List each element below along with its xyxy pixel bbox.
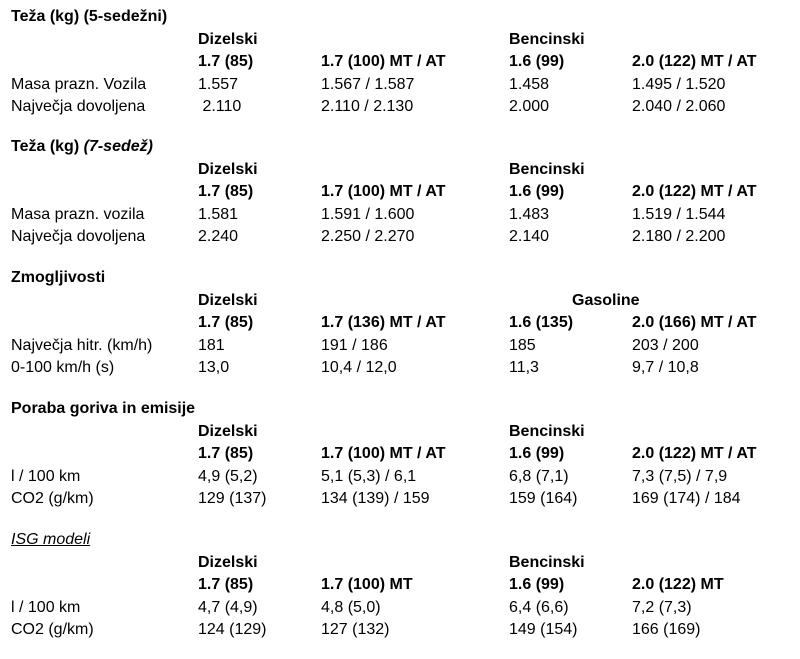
table-row [0, 357, 800, 379]
column-header: 1.7 (85) [198, 53, 254, 70]
group-label-diesel: Dizelski [198, 554, 258, 571]
section-title [11, 136, 153, 158]
cell-value: 2.110 / 2.130 [321, 98, 414, 115]
column-header: 1.6 (99) [509, 445, 565, 462]
cell-value: 1.519 / 1.544 [632, 206, 726, 223]
table-row [0, 204, 800, 226]
row-label: l / 100 km [11, 599, 81, 616]
table-row [0, 74, 800, 96]
group-label-diesel: Dizelski [198, 31, 258, 48]
cell-value: 4,8 (5,0) [321, 599, 381, 616]
cell-value: 159 (164) [509, 490, 578, 507]
section-title: Poraba goriva in emisije [11, 400, 196, 417]
table-row [0, 619, 800, 641]
row-label: Masa prazn. Vozila [11, 76, 147, 93]
row-label: Največja hitr. (km/h) [11, 337, 153, 354]
column-header: 1.7 (85) [198, 314, 254, 331]
cell-value: 6,4 (6,6) [509, 599, 569, 616]
column-header: 2.0 (122) MT / AT [632, 53, 757, 70]
section-title-italic: (7-sedež) [83, 138, 153, 155]
cell-value: 169 (174) / 184 [632, 490, 741, 507]
column-header: 1.7 (100) MT / AT [321, 183, 446, 200]
cell-value: 1.557 [198, 76, 239, 93]
cell-value: 2.140 [509, 228, 550, 245]
cell-value: 7,3 (7,5) / 7,9 [632, 468, 728, 485]
cell-value: 191 / 186 [321, 337, 388, 354]
row-label: Največja dovoljena [11, 228, 146, 245]
column-header: 1.7 (136) MT / AT [321, 314, 446, 331]
column-header: 1.7 (100) MT [321, 576, 413, 593]
row-label: Največja dovoljena [11, 98, 146, 115]
table-row [0, 466, 800, 488]
table-row [0, 335, 800, 357]
group-label-diesel: Dizelski [198, 161, 258, 178]
cell-value: 1.591 / 1.600 [321, 206, 415, 223]
cell-value: 134 (139) / 159 [321, 490, 430, 507]
cell-value: 2.250 / 2.270 [321, 228, 415, 245]
section-title: Zmogljivosti [11, 269, 106, 286]
cell-value: 1.458 [509, 76, 550, 93]
group-label-gasoline: Gasoline [572, 292, 640, 309]
group-label-petrol: Bencinski [509, 554, 585, 571]
table-row [0, 226, 800, 248]
cell-value: 2.240 [198, 228, 239, 245]
cell-value: 6,8 (7,1) [509, 468, 569, 485]
cell-value: 7,2 (7,3) [632, 599, 692, 616]
section-weight-7-seat [0, 136, 800, 266]
row-label: CO2 (g/km) [11, 621, 94, 638]
row-label: l / 100 km [11, 468, 81, 485]
column-header: 2.0 (122) MT / AT [632, 183, 757, 200]
section-title: Teža (kg) (5-sedežni) [11, 8, 168, 25]
cell-value: 1.495 / 1.520 [632, 76, 726, 93]
column-header: 2.0 (122) MT / AT [632, 445, 757, 462]
section-title-main: Teža (kg) [11, 138, 84, 155]
section-isg-models [0, 529, 800, 659]
cell-value: 4,9 (5,2) [198, 468, 258, 485]
group-label-petrol: Bencinski [509, 31, 585, 48]
row-label: Masa prazn. vozila [11, 206, 145, 223]
section-title: ISG modeli [11, 531, 91, 548]
column-header: 2.0 (122) MT [632, 576, 724, 593]
cell-value: 1.567 / 1.587 [321, 76, 415, 93]
cell-value: 181 [198, 337, 225, 354]
cell-value: 2.180 / 2.200 [632, 228, 726, 245]
group-label-diesel: Dizelski [198, 292, 258, 309]
column-header: 1.7 (85) [198, 445, 254, 462]
cell-value: 166 (169) [632, 621, 701, 638]
cell-value: 185 [509, 337, 536, 354]
row-label: CO2 (g/km) [11, 490, 94, 507]
cell-value: 2.110 [198, 98, 242, 115]
column-header: 1.7 (85) [198, 183, 254, 200]
table-row [0, 96, 800, 118]
cell-value: 9,7 / 10,8 [632, 359, 699, 376]
cell-value: 129 (137) [198, 490, 267, 507]
column-header: 1.7 (85) [198, 576, 254, 593]
table-row [0, 488, 800, 510]
cell-value: 203 / 200 [632, 337, 699, 354]
row-label: 0-100 km/h (s) [11, 359, 115, 376]
cell-value: 2.000 [509, 98, 550, 115]
column-header: 1.6 (99) [509, 53, 565, 70]
section-fuel-emissions [0, 398, 800, 528]
section-performance [0, 267, 800, 397]
cell-value: 124 (129) [198, 621, 267, 638]
cell-value: 4,7 (4,9) [198, 599, 258, 616]
cell-value: 5,1 (5,3) / 6,1 [321, 468, 417, 485]
column-header: 2.0 (166) MT / AT [632, 314, 757, 331]
column-header: 1.6 (135) [509, 314, 574, 331]
cell-value: 2.040 / 2.060 [632, 98, 726, 115]
cell-value: 1.581 [198, 206, 239, 223]
cell-value: 10,4 / 12,0 [321, 359, 397, 376]
group-label-petrol: Bencinski [509, 423, 585, 440]
cell-value: 13,0 [198, 359, 230, 376]
column-header: 1.6 (99) [509, 576, 565, 593]
column-header: 1.7 (100) MT / AT [321, 445, 446, 462]
column-header: 1.6 (99) [509, 183, 565, 200]
table-row [0, 597, 800, 619]
cell-value: 11,3 [509, 359, 539, 376]
column-header: 1.7 (100) MT / AT [321, 53, 446, 70]
cell-value: 1.483 [509, 206, 550, 223]
group-label-petrol: Bencinski [509, 161, 585, 178]
cell-value: 127 (132) [321, 621, 390, 638]
section-weight-5-seat [0, 6, 800, 136]
cell-value: 149 (154) [509, 621, 578, 638]
group-label-diesel: Dizelski [198, 423, 258, 440]
